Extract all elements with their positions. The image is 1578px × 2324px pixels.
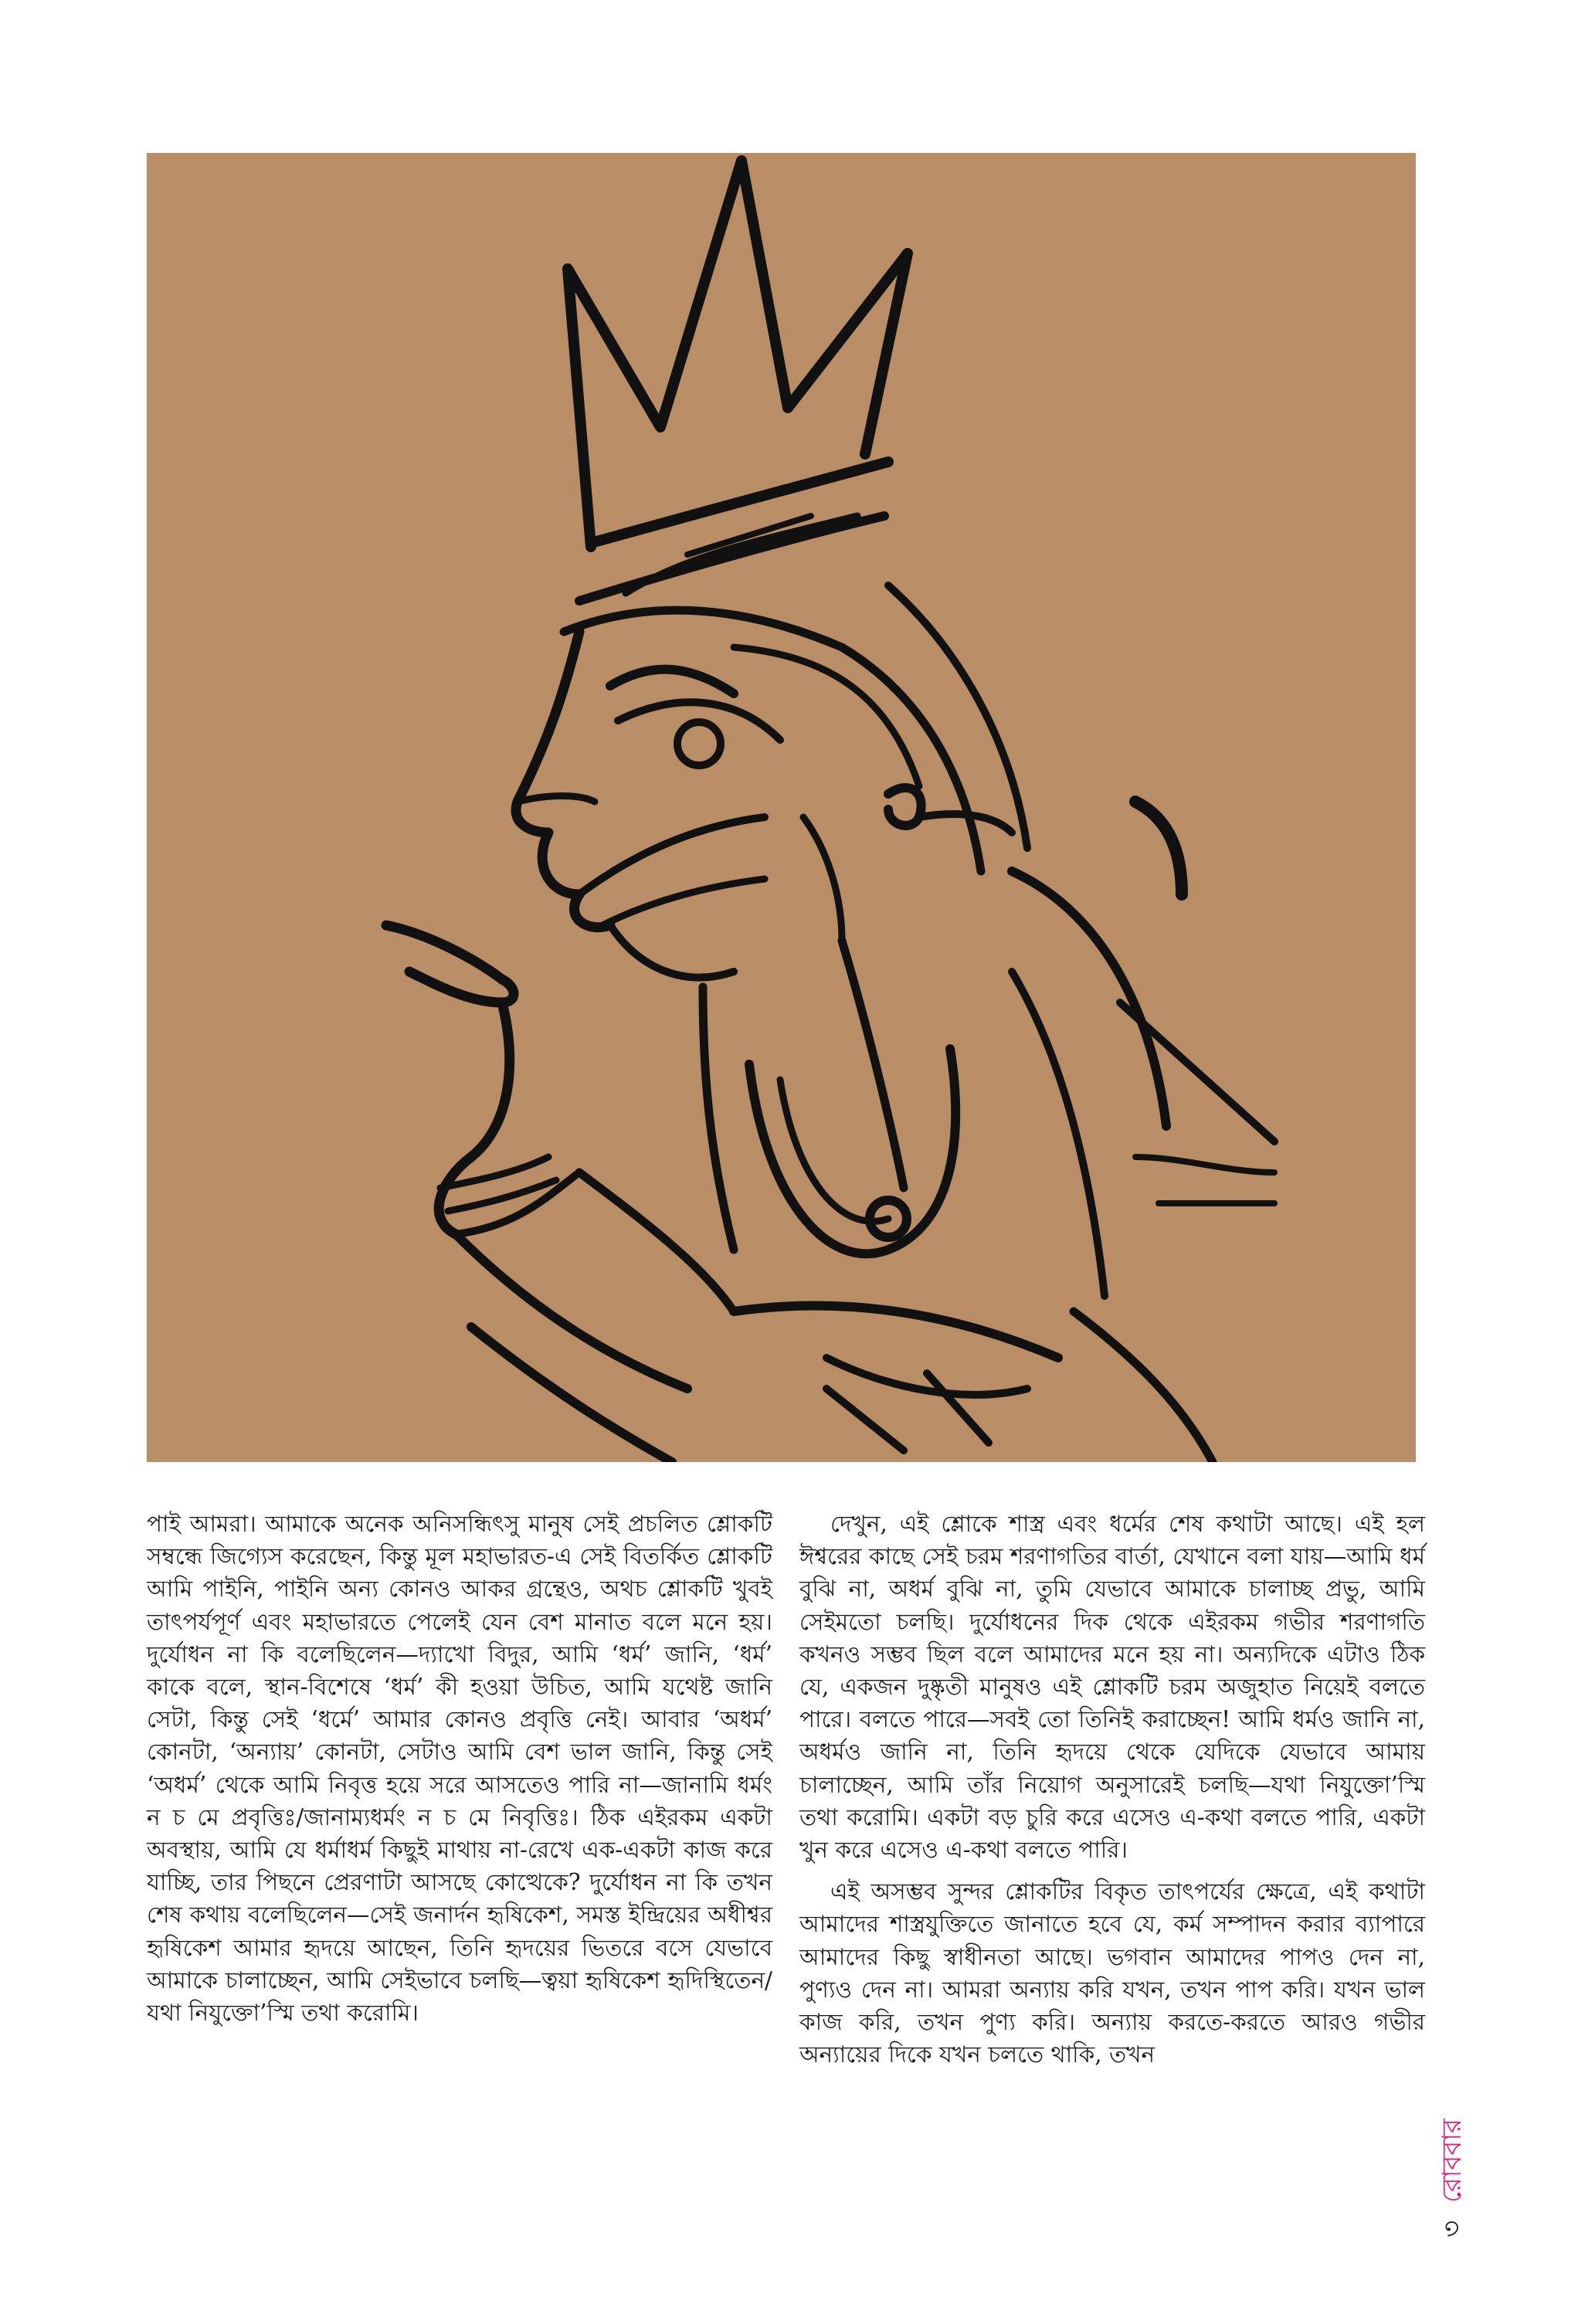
nose-line bbox=[518, 796, 595, 802]
article-column-left bbox=[147, 1508, 772, 2029]
shoulder bbox=[1012, 871, 1166, 1126]
neck-right bbox=[842, 941, 904, 1188]
right-paragraph-2: এই অসম্ভব সুন্দর শ্লোকটির বিকৃত তাৎপর্যের ক্ষেত্রে, এই কথাটা আমাদের শাস্ত্রযুক্তিতে জানাতে হবে যে, কর্ম সম্পাদন করার ব্যাপারে আমাদের কিছু স্বাধীনতা আছে। ভগবান আমাদের পাপও দেন না, পুণ্যও দেন না। আমরা অন্যায় করি যখন, তখন পাপ করি। যখন ভাল কাজ করি, তখন পুণ্য করি। অন্যায় করতে-করতে আরও গভীর অন্যায়ের দিকে যখন চলতে থাকি, তখন bbox=[799, 1878, 1425, 2068]
sash-4 bbox=[927, 1373, 989, 1443]
magazine-name: রোববার bbox=[1437, 2119, 1468, 2203]
king-illustration bbox=[147, 153, 1416, 1462]
robe-line bbox=[1012, 972, 1105, 1296]
ear-stroke bbox=[919, 814, 1012, 833]
arm bbox=[456, 1234, 687, 1389]
cuff bbox=[579, 1172, 734, 1311]
hair-line-3 bbox=[888, 585, 1027, 848]
sash bbox=[734, 1306, 1058, 1359]
hair-line-2 bbox=[734, 647, 919, 786]
cheek bbox=[803, 817, 842, 941]
eye bbox=[677, 722, 721, 765]
crown-outline bbox=[568, 161, 908, 547]
robe-line-5 bbox=[1074, 1311, 1213, 1462]
chin-line bbox=[610, 925, 734, 978]
arm-lower bbox=[471, 1327, 672, 1462]
page-number: ৩ bbox=[1437, 2220, 1468, 2237]
sash-3 bbox=[826, 1389, 904, 1450]
headband-tail bbox=[1135, 802, 1182, 894]
robe-line-3 bbox=[1135, 1157, 1274, 1172]
page-folio bbox=[1433, 2081, 1471, 2275]
left-paragraph-1: পাই আমরা। আমাকে অনেক অনিসন্ধিৎসু মানুষ সেই প্রচলিত শ্লোকটি সম্বন্ধে জিগ্যেস করেছেন, কিন্তু মূল মহাভারত-এ সেই বিতর্কিত শ্লোকটি আমি পাইনি, পাইনি অন্য কোনও আকর গ্রন্থেও, অথচ শ্লোকটি খুবই তাৎপর্যপূর্ণ এবং মহাভারতে পেলেই যেন বেশ মানাত বলে মনে হয়। দুর্যোধন না কি বলেছিলেন—দ্যাখো বিদুর, আমি ‘ধর্ম’ জানি, ‘ধর্ম’ কাকে বলে, স্থান-বিশেষে ‘ধর্ম’ কী হওয়া উচিত, আমি যথেষ্ট জানি সেটা, কিন্তু সেই ‘ধর্মে’ আমার কোনও প্রবৃত্তি নেই। আবার ‘অধর্ম’ কোনটা, ‘অন্যায়’ কোনটা, সেটাও আমি বেশ ভাল জানি, কিন্তু সেই ‘অধর্ম’ থেকে আমি নিবৃত্ত হয়ে সরে আসতেও পারি না—জানামি ধর্মং ন চ মে প্রবৃত্তিঃ/জানাম্যধর্মং ন চ মে নিবৃত্তিঃ। ঠিক এইরকম একটা অবস্থায়, আমি যে ধর্মাধর্ম কিছুই মাথায় না-রেখে এক-একটা কাজ করে যাচ্ছি, তার পিছনে প্রেরণাটা আসছে কোত্থেকে? দুর্যোধন না কি তখন শেষ কথায় বলেছিলেন—সেই জনার্দন হৃষিকেশ, সমস্ত ইন্দ্রিয়ের অধীশ্বর হৃষিকেশ আমার হৃদয়ে আছেন, তিনি হৃদয়ের ভিতরে বসে যেভাবে আমাকে চালাচ্ছেন, আমি সেইভাবে চলছি—ত্বয়া হৃষিকেশ হৃদিস্থিতেন/যথা নিযুক্তো’স্মি তথা করোমি। bbox=[147, 1511, 772, 2027]
pointing-finger bbox=[386, 925, 514, 1003]
brow bbox=[610, 670, 734, 694]
neck-left bbox=[703, 987, 734, 1250]
mouth-line bbox=[602, 879, 765, 925]
article-column-right bbox=[799, 1508, 1425, 2071]
crown-band bbox=[591, 462, 888, 543]
right-paragraph-1: দেখুন, এই শ্লোকে শাস্ত্র এবং ধর্মের শেষ কথাটা আছে। এই হল ঈশ্বরের কাছে সেই চরম শরণাগতির বার্তা, যেখানে বলা যায়—আমি ধর্ম বুঝি না, অধর্ম বুঝি না, তুমি যেভাবে আমাকে চালাচ্ছ প্রভু, আমি সেইমতো চলছি। দুর্যোধনের দিক থেকে এইরকম গভীর শরণাগতি কখনও সম্ভব ছিল বলে আমাদের মনে হয় না। অন্যদিকে এটাও ঠিক যে, একজন দুষ্কৃতী মানুষও এই শ্লোকটি চরম অজুহাত নিয়েই বলতে পারে। বলতে পারে—সবই তো তিনিই করাচ্ছেন! আমি ধর্মও জানি না, অধর্মও জানি না, তিনি হৃদয়ে থেকে যেদিকে যেভাবে আমায় চালাচ্ছেন, আমি তাঁর নিয়োগ অনুসারেই চলছি—যথা নিযুক্তো’স্মি তথা করোমি। একটা বড় চুরি করে এসেও এ-কথা বলতে পারি, একটা খুন করে এসেও এ-কথা বলতে পারি। bbox=[799, 1511, 1425, 1864]
king-line-drawing bbox=[147, 153, 1416, 1462]
robe-line-2 bbox=[1120, 1003, 1274, 1142]
earring bbox=[888, 788, 921, 826]
